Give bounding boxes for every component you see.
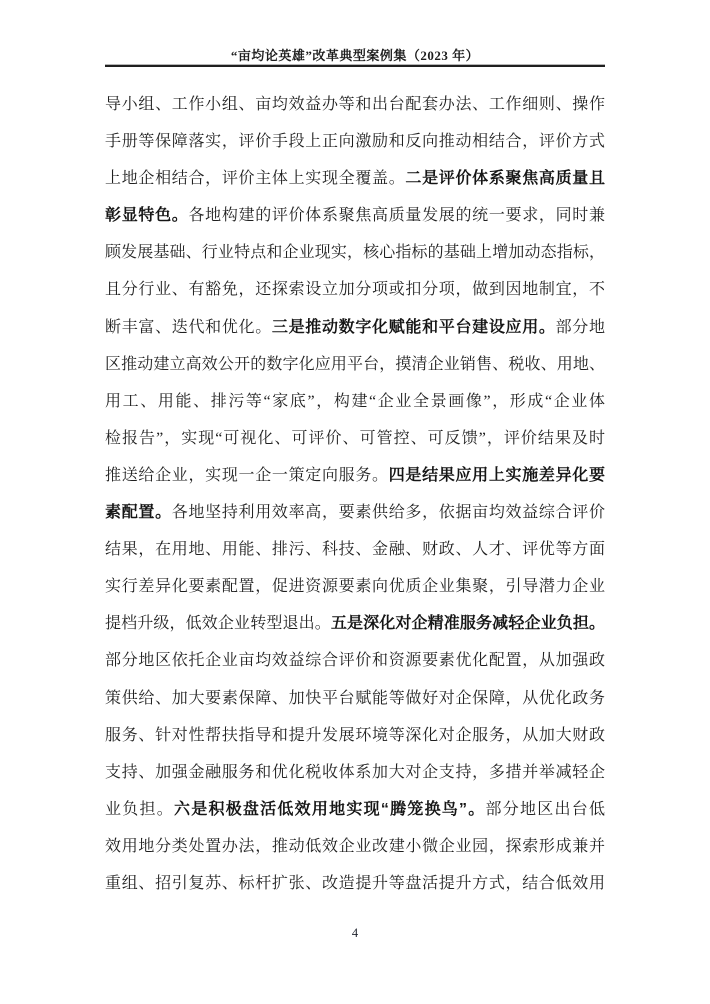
text-segment: 检报告”，实现“可视化、可评价、可管控、可反馈”，评价结果及时 [105, 429, 605, 447]
text-line [105, 494, 605, 531]
bold-text-segment: 四是结果应用上实施差异化要 [388, 466, 605, 484]
text-line [105, 457, 605, 494]
text-segment: 推送给企业，实现一企一策定向服务。 [105, 466, 389, 484]
text-segment: 顾发展基础、行业特点和企业现实，核心指标的基础上增加动态指标， [105, 244, 605, 262]
text-segment: 且分行业、有豁免，还探索设立加分项或扣分项，做到因地制宜，不 [105, 281, 605, 299]
bold-text-segment: 素配置。 [105, 504, 172, 522]
text-line [105, 605, 605, 642]
text-line [105, 680, 605, 717]
text-line [105, 717, 605, 754]
page-header-title: “亩均论英雄”改革典型案例集（2023 年） [230, 48, 480, 63]
bold-text-segment: 三是推动数字化赋能和平台建设应用。 [271, 318, 556, 336]
bold-text-segment: 五是深化对企精准服务减轻企业负担。 [330, 615, 605, 633]
text-segment: 部分地 [555, 318, 605, 336]
text-segment: 导小组、工作小组、亩均效益办等和出台配套办法、工作细则、操作 [105, 96, 605, 113]
text-line [105, 123, 605, 160]
text-segment: 结果，在用地、用能、排污、科技、金融、财政、人才、评优等方面 [105, 541, 605, 559]
text-segment: 手册等保障落实，评价手段上正向激励和反向推动相结合，评价方式 [105, 133, 605, 151]
text-line [105, 234, 605, 271]
text-segment: 部分地区出台低 [485, 800, 605, 818]
header-rule-divider [105, 64, 605, 67]
text-segment: 策供给、加大要素保障、加快平台赋能等做好对企保障，从优化政务 [105, 689, 605, 707]
text-line [105, 791, 605, 828]
text-line [105, 271, 605, 308]
text-line [105, 383, 605, 420]
text-line [105, 309, 605, 346]
text-segment: 区推动建立高效公开的数字化应用平台，摸清企业销售、税收、用地、 [105, 355, 605, 373]
text-segment: 业负担。 [105, 800, 174, 818]
text-segment: 各地坚持利用效率高，要素供给多，依据亩均效益综合评价 [171, 504, 605, 522]
text-line [105, 531, 605, 568]
body-lines [105, 86, 605, 902]
text-line [105, 197, 605, 234]
text-line [105, 642, 605, 679]
bold-text-segment: 二是评价体系聚焦高质量且 [405, 170, 605, 188]
text-segment: 各地构建的评价体系聚焦高质量发展的统一要求，同时兼 [188, 207, 605, 225]
text-line [105, 420, 605, 457]
text-segment: 部分地区依托企业亩均效益综合评价和资源要素优化配置，从加强政 [105, 652, 605, 670]
text-segment: 断丰富、迭代和优化。 [105, 318, 272, 336]
text-line [105, 160, 605, 197]
bold-text-segment: 六是积极盘活低效用地实现“腾笼换鸟”。 [173, 800, 486, 818]
text-line [105, 346, 605, 383]
text-segment: 上地企相结合，评价主体上实现全覆盖。 [105, 170, 406, 188]
text-line [105, 865, 605, 902]
text-segment: 支持、加强金融服务和优化税收体系加大对企支持，多措并举减轻企 [105, 763, 605, 781]
text-segment: 用工、用能、排污等“家底”，构建“企业全景画像”，形成“企业体 [105, 392, 605, 410]
text-segment: 效用地分类处置办法，推动低效企业改建小微企业园，探索形成兼并 [105, 837, 605, 855]
page-number: 4 [351, 926, 359, 940]
bold-text-segment: 彰显特色。 [105, 207, 189, 225]
text-line [105, 828, 605, 865]
text-segment: 实行差异化要素配置，促进资源要素向优质企业集聚，引导潜力企业 [105, 578, 605, 596]
text-segment: 服务、针对性帮扶指导和提升发展环境等深化对企服务，从加大财政 [105, 726, 605, 744]
text-line [105, 86, 605, 123]
text-segment: 提档升级，低效企业转型退出。 [105, 615, 331, 633]
text-line [105, 568, 605, 605]
text-segment: 重组、招引复苏、标杆扩张、改造提升等盘活提升方式，结合低效用 [105, 874, 605, 892]
text-line [105, 754, 605, 791]
